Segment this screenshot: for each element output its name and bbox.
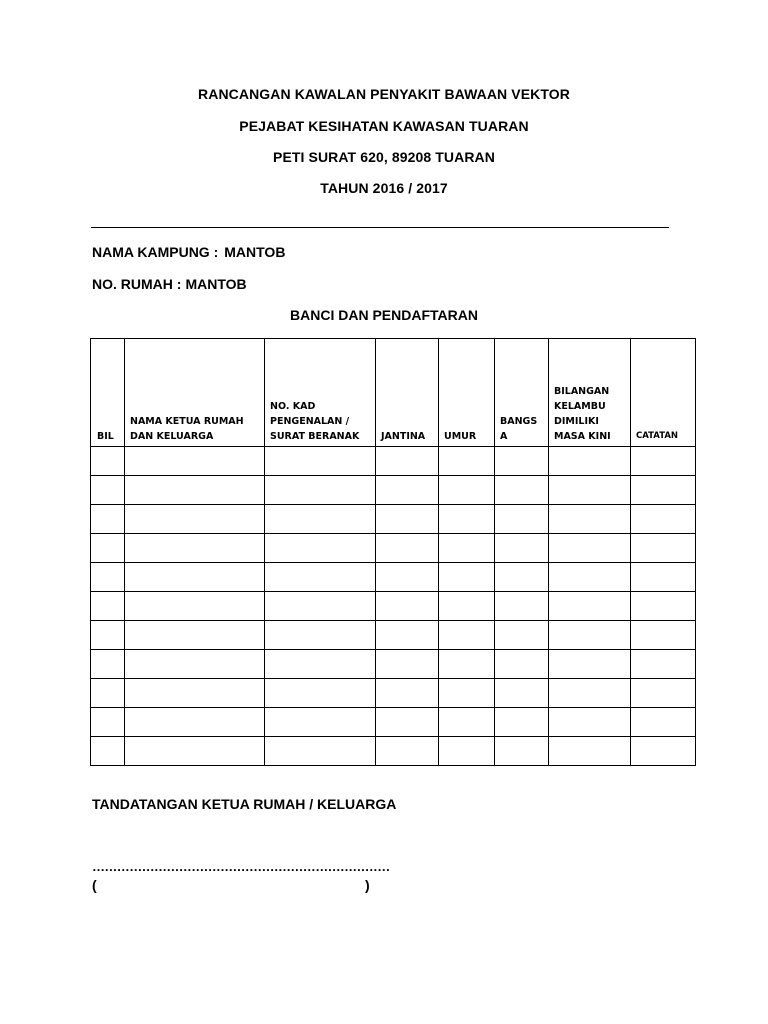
table-cell — [549, 592, 631, 621]
table-row — [91, 534, 696, 563]
table-row — [91, 447, 696, 476]
table-cell — [91, 650, 125, 679]
table-cell — [549, 737, 631, 766]
table-cell — [439, 563, 495, 592]
kampung-label: NAMA KAMPUNG : — [92, 244, 219, 260]
table-cell — [631, 650, 696, 679]
table-cell — [125, 505, 265, 534]
table-cell — [631, 447, 696, 476]
table-cell — [376, 534, 439, 563]
table-cell — [495, 563, 549, 592]
table-cell — [549, 505, 631, 534]
section-title: BANCI DAN PENDAFTARAN — [290, 307, 478, 323]
header-divider — [91, 227, 669, 228]
table-cell — [265, 708, 376, 737]
kampung-value: MANTOB — [224, 244, 286, 260]
table-cell — [439, 679, 495, 708]
rumah-value: MANTOB — [185, 276, 247, 292]
form-title: RANCANGAN KAWALAN PENYAKIT BAWAAN VEKTOR — [198, 86, 570, 102]
table-cell — [376, 476, 439, 505]
column-header-kad-pengenalan: NO. KAD PENGENALAN / SURAT BERANAK — [265, 339, 376, 447]
column-header-bangsa: BANGS A — [495, 339, 549, 447]
table-cell — [631, 563, 696, 592]
table-cell — [265, 650, 376, 679]
table-cell — [265, 505, 376, 534]
table-cell — [631, 505, 696, 534]
table-cell — [376, 563, 439, 592]
table-cell — [125, 708, 265, 737]
table-cell — [376, 505, 439, 534]
table-header-row — [91, 339, 696, 447]
column-header-catatan: CATATAN — [631, 339, 696, 447]
table-cell — [549, 650, 631, 679]
table-cell — [439, 592, 495, 621]
table-cell — [91, 737, 125, 766]
office-name: PEJABAT KESIHATAN KAWASAN TUARAN — [239, 118, 529, 134]
table-cell — [91, 621, 125, 650]
table-cell — [265, 447, 376, 476]
table-row — [91, 505, 696, 534]
table-cell — [376, 621, 439, 650]
table-cell — [125, 447, 265, 476]
table-cell — [91, 534, 125, 563]
table-cell — [495, 447, 549, 476]
table-cell — [495, 592, 549, 621]
table-cell — [265, 679, 376, 708]
table-cell — [439, 621, 495, 650]
table-cell — [125, 592, 265, 621]
table-row — [91, 708, 696, 737]
table-cell — [495, 534, 549, 563]
table-cell — [549, 534, 631, 563]
table-cell — [265, 737, 376, 766]
table-cell — [549, 621, 631, 650]
table-cell — [439, 650, 495, 679]
table-cell — [495, 505, 549, 534]
table-cell — [631, 592, 696, 621]
column-header-umur: UMUR — [439, 339, 495, 447]
kampung-field — [92, 244, 285, 260]
table-cell — [376, 447, 439, 476]
table-cell — [376, 650, 439, 679]
column-header-jantina: JANTINA — [376, 339, 439, 447]
table-cell — [549, 563, 631, 592]
table-cell — [91, 476, 125, 505]
signature-label: TANDATANGAN KETUA RUMAH / KELUARGA — [92, 796, 397, 812]
table-cell — [495, 476, 549, 505]
column-header-kelambu: BILANGAN KELAMBU DIMILIKI MASA KINI — [549, 339, 631, 447]
table-row — [91, 650, 696, 679]
office-address: PETI SURAT 620, 89208 TUARAN — [273, 149, 495, 165]
table-row — [91, 592, 696, 621]
table-cell — [91, 505, 125, 534]
table-cell — [549, 476, 631, 505]
table-cell — [91, 592, 125, 621]
table-cell — [376, 708, 439, 737]
table-cell — [376, 737, 439, 766]
table-cell — [91, 708, 125, 737]
table-cell — [439, 505, 495, 534]
table-cell — [376, 679, 439, 708]
table-cell — [439, 476, 495, 505]
table-cell — [125, 679, 265, 708]
rumah-field — [92, 276, 247, 292]
table-cell — [631, 621, 696, 650]
table-row — [91, 476, 696, 505]
table-row — [91, 563, 696, 592]
table-cell — [439, 447, 495, 476]
table-cell — [125, 621, 265, 650]
table-row — [91, 679, 696, 708]
table-cell — [495, 650, 549, 679]
table-cell — [631, 737, 696, 766]
table-cell — [631, 708, 696, 737]
table-row — [91, 737, 696, 766]
signature-line: ……………………………………………………………… — [92, 859, 390, 874]
table-cell — [125, 650, 265, 679]
table-cell — [265, 592, 376, 621]
signature-name-open-paren: ( — [92, 877, 97, 893]
table-cell — [91, 679, 125, 708]
form-year: TAHUN 2016 / 2017 — [320, 180, 448, 196]
table-cell — [91, 563, 125, 592]
table-cell — [631, 679, 696, 708]
rumah-label: NO. RUMAH : — [92, 276, 182, 292]
table-cell — [495, 621, 549, 650]
table-cell — [439, 708, 495, 737]
table-cell — [125, 534, 265, 563]
table-cell — [265, 534, 376, 563]
table-cell — [495, 737, 549, 766]
census-table — [90, 338, 696, 766]
table-cell — [439, 534, 495, 563]
table-cell — [631, 476, 696, 505]
table-cell — [265, 621, 376, 650]
table-cell — [549, 708, 631, 737]
table-cell — [495, 679, 549, 708]
table-cell — [631, 534, 696, 563]
table-cell — [125, 563, 265, 592]
signature-name-close-paren: ) — [365, 877, 370, 893]
table-cell — [91, 447, 125, 476]
table-row — [91, 621, 696, 650]
table-cell — [549, 679, 631, 708]
table-cell — [125, 737, 265, 766]
column-header-bil: BIL — [91, 339, 125, 447]
column-header-nama: NAMA KETUA RUMAH DAN KELUARGA — [125, 339, 265, 447]
table-cell — [265, 563, 376, 592]
table-cell — [376, 592, 439, 621]
table-cell — [439, 737, 495, 766]
table-cell — [495, 708, 549, 737]
census-table-body — [91, 447, 696, 766]
table-cell — [265, 476, 376, 505]
table-cell — [125, 476, 265, 505]
table-cell — [549, 447, 631, 476]
